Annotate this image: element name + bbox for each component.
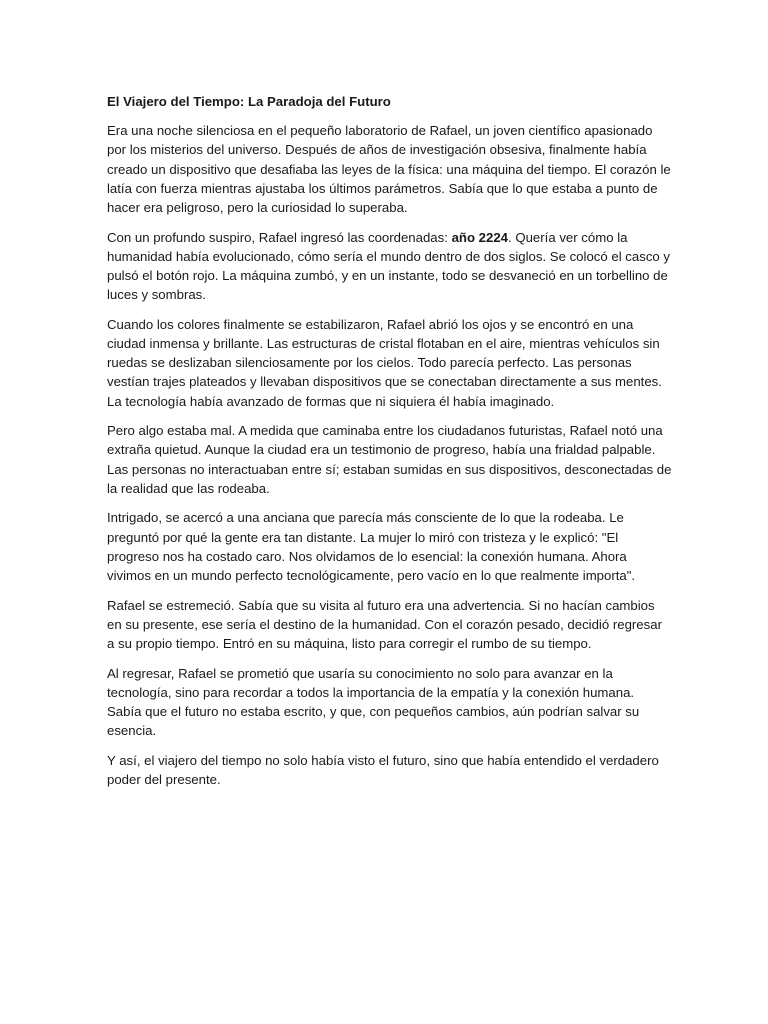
paragraph-2-text-after: . Quería ver cómo la humanidad había evolucionado, cómo sería el mundo dentro de dos siglos. Se colocó el casco y pulsó el botón rojo. La máquina zumbó, y en un instante, todo se desvaneció en un torbellino de luces y sombras. xyxy=(107,229,671,303)
document-title: El Viajero del Tiempo: La Paradoja del Futuro xyxy=(107,94,391,109)
paragraph-1: Era una noche silenciosa en el pequeño laboratorio de Rafael, un joven científico apasionado por los misterios del universo. Después de años de investigación obsesiva, finalmente había creado un dispositivo que desafiaba las leyes de la física: una máquina del tiempo. El corazón le latía con fuerza mientras ajustaba los últimos parámetros. Sabía que lo que estaba a punto de hacer era peligroso, pero la curiosidad lo superaba. xyxy=(107,123,671,216)
paragraph-5: Intrigado, se acercó a una anciana que parecía más consciente de lo que la rodeaba. Le preguntó por qué la gente era tan distante. La mujer lo miró con tristeza y le explicó: "El progreso nos ha costado caro. Nos olvidamos de lo esencial: la conexión humana. Ahora vivimos en un mundo perfecto tecnológicamente, pero vacío en lo que realmente importa". xyxy=(107,510,636,584)
paragraph-3: Cuando los colores finalmente se estabilizaron, Rafael abrió los ojos y se encontró en una ciudad inmensa y brillante. Las estructuras de cristal flotaban en el aire, mientras vehículos sin ruedas se deslizaban silenciosamente por los cielos. Todo parecía perfecto. Las personas vestían trajes plateados y llevaban dispositivos que se conectaban directamente a sus mentes. La tecnología había avanzado de formas que ni siquiera él había imaginado. xyxy=(107,316,662,409)
paragraph-8: Y así, el viajero del tiempo no solo había visto el futuro, sino que había entendido el verdadero poder del presente. xyxy=(107,752,659,788)
paragraph-4: Pero algo estaba mal. A medida que caminaba entre los ciudadanos futuristas, Rafael notó una extraña quietud. Aunque la ciudad era un testimonio de progreso, había una frialdad palpable. Las personas no interactuaban entre sí; estaban sumidas en sus dispositivos, desconectadas de la realidad que las rodeaba. xyxy=(107,423,672,496)
document-page xyxy=(107,92,672,800)
paragraph-2-text-before: Con un profundo suspiro, Rafael ingresó las coordenadas: xyxy=(107,229,452,245)
paragraph-7: Al regresar, Rafael se prometió que usaría su conocimiento no solo para avanzar en la tecnología, sino para recordar a todos la importancia de la empatía y la conexión humana. Sabía que el futuro no estaba escrito, y que, con pequeños cambios, aún podrían salvar su esencia. xyxy=(107,665,640,739)
paragraph-2 xyxy=(107,228,672,305)
paragraph-6: Rafael se estremeció. Sabía que su visita al futuro era una advertencia. Si no hacían cambios en su presente, ese sería el destino de la humanidad. Con el corazón pesado, decidió regresar a su propio tiempo. Entró en su máquina, listo para corregir el rumbo de su tiempo. xyxy=(107,597,662,652)
paragraph-2-bold-year: año 2224 xyxy=(451,229,509,245)
